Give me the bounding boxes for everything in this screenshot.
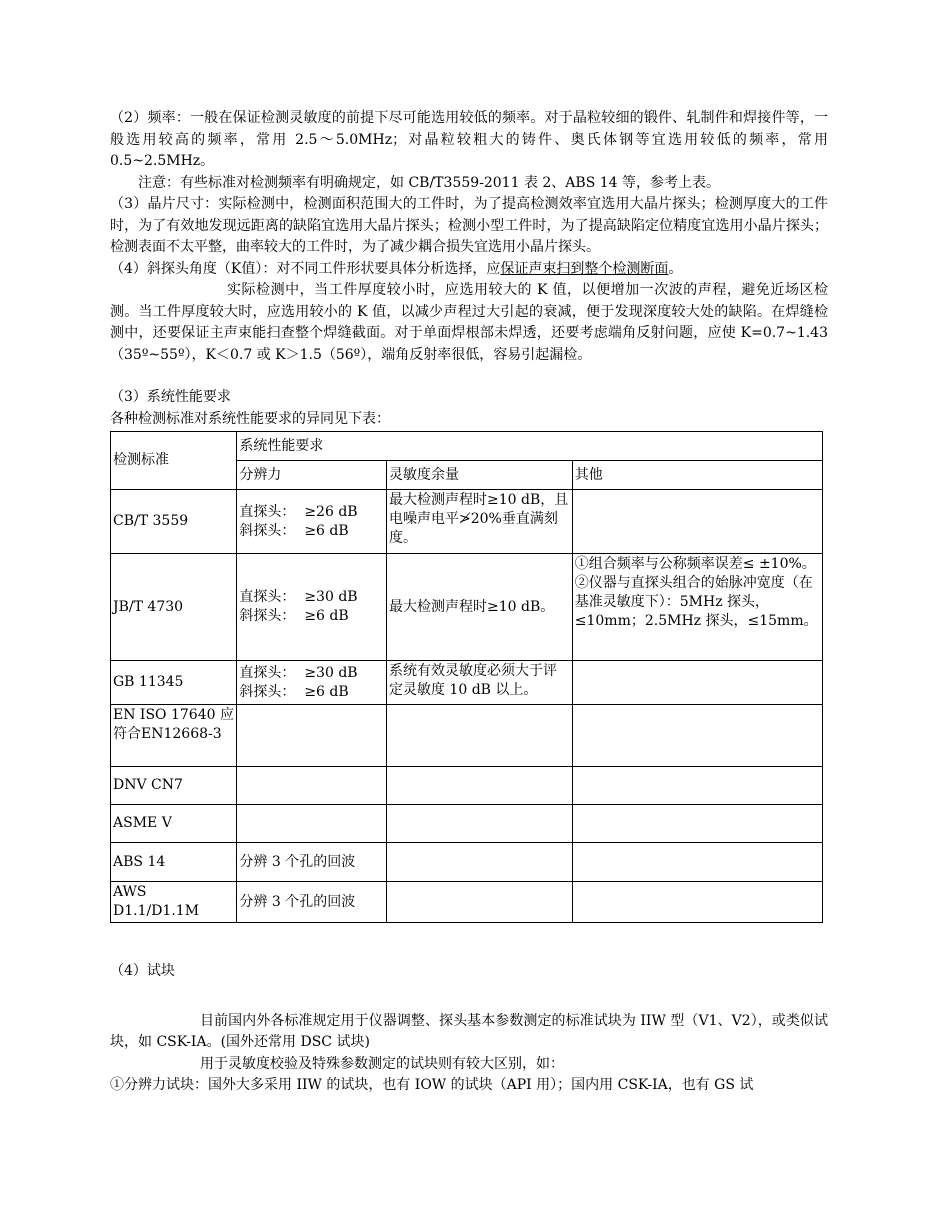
table-row (111, 554, 823, 661)
header-sensitivity: 灵敏度余量 (386, 461, 572, 490)
cell-other: ①组合频率与公称频率误差≤ ±10%。②仪器与直探头组合的始脉冲宽度（在基准灵敏度下）：5MHz 探头，≤10mm；2.5MHz 探头，≤15mm。 (572, 554, 822, 661)
cell-sensitivity (386, 843, 572, 882)
cell-standard: JB/T 4730 (111, 554, 237, 661)
paragraph-angle (110, 259, 828, 281)
paragraph-test-block-2: 用于灵敏度校验及特殊参数测定的试块则有较大区别，如： (200, 1055, 564, 1072)
cell-other (572, 882, 822, 923)
table-row (111, 661, 823, 705)
cell-standard: GB 11345 (111, 661, 237, 705)
section-system-heading: （3）系统性能要求 (110, 389, 231, 405)
header-other: 其他 (572, 461, 822, 490)
paragraph-test-block-1: 目前国内外各标准规定用于仪器调整、探头基本参数测定的标准试块为 IIW 型（V1、V2），或类似试块，如 CSK-IA。(国外还常用 DSC 试块) (110, 1012, 828, 1050)
cell-sensitivity (386, 882, 572, 923)
cell-standard: DNV CN7 (111, 767, 237, 805)
table-row (111, 805, 823, 843)
header-resolution: 分辨力 (237, 461, 387, 490)
cell-standard: ASME V (111, 805, 237, 843)
cell-other (572, 805, 822, 843)
angle-text-c: 。 (668, 260, 683, 277)
cell-standard: AWS D1.1/D1.1M (111, 882, 237, 923)
system-performance-table (110, 431, 823, 923)
cell-resolution (237, 767, 387, 805)
table-row (111, 490, 823, 554)
cell-standard: ABS 14 (111, 843, 237, 882)
cell-other (572, 490, 822, 554)
cell-sensitivity: 系统有效灵敏度必须大于评定灵敏度 10 dB 以上。 (386, 661, 572, 705)
paragraph-frequency: （2）频率：一般在保证检测灵敏度的前提下尽可能选用较低的频率。对于晶粒较细的锻件、轧制件和焊接件等，一般选用较高的频率，常用 2.5～5.0MHz；对晶粒较粗大的铸件、奥氏体钢等宜选用较低的频率，常用 0.5~2.5MHz。 (110, 110, 828, 169)
paragraph-note: 注意：有些标准对检测频率有明确规定，如 CB/T3559-2011 表 2、ABS 14 等，参考上表。 (138, 174, 721, 191)
cell-resolution: 直探头： ≥26 dB 斜探头： ≥6 dB (237, 490, 387, 554)
cell-sensitivity (386, 705, 572, 767)
cell-resolution: 直探头： ≥30 dB 斜探头： ≥6 dB (237, 661, 387, 705)
cell-other (572, 705, 822, 767)
section-test-block-heading: （4）试块 (110, 963, 175, 979)
table-row (111, 843, 823, 882)
table-row (111, 767, 823, 805)
cell-resolution (237, 805, 387, 843)
cell-other (572, 843, 822, 882)
angle-text-underlined: 保证声束扫到整个检测断面 (500, 260, 669, 277)
cell-standard: CB/T 3559 (111, 490, 237, 554)
cell-other (572, 767, 822, 805)
cell-resolution: 直探头： ≥30 dB 斜探头： ≥6 dB (237, 554, 387, 661)
table-row (111, 882, 823, 923)
paragraph-practice: 实际检测中，当工件厚度较小时，应选用较大的 K 值，以便增加一次波的声程，避免近场区检测。当工件厚度较大时，应选用较小的 K 值，以减少声程过大引起的衰减，便于发现深度较大处的缺陷。在焊缝检测中，还要保证主声束能扫查整个焊缝截面。对于单面焊根部未焊透，还要考虑端角反射问题，应使 K=0.7~1.43（35º~55º），K＜0.7 或 K＞1.5（56º），端角反射率很低，容易引起漏检。 (110, 282, 828, 363)
cell-standard: EN ISO 17640 应符合EN12668-3 (111, 705, 237, 767)
cell-sensitivity (386, 805, 572, 843)
document-page (110, 108, 828, 1097)
cell-resolution (237, 705, 387, 767)
header-standard: 检测标准 (111, 432, 237, 490)
paragraph-crystal-size: （3）晶片尺寸：实际检测中，检测面积范围大的工件时，为了提高检测效率宜选用大晶片探头；检测厚度大的工件时，为了有效地发现远距离的缺陷宜选用大晶片探头；检测小型工件时，为了提高缺陷定位精度宜选用小晶片探头；检测表面不太平整，曲率较大的工件时，为了减少耦合损失宜选用小晶片探头。 (110, 196, 828, 255)
cell-resolution: 分辨 3 个孔的回波 (237, 882, 387, 923)
paragraph-test-block-3: ①分辨力试块：国外大多采用 IIW 的试块，也有 IOW 的试块（API 用）；国内用 CSK-IA，也有 GS 试 (110, 1077, 754, 1093)
cell-resolution: 分辨 3 个孔的回波 (237, 843, 387, 882)
cell-sensitivity (386, 767, 572, 805)
section-system-intro: 各种检测标准对系统性能要求的异同见下表： (110, 410, 390, 427)
angle-text-a: （4）斜探头角度（K值）：对不同工件形状要具体分析选择，应 (110, 260, 501, 277)
header-group: 系统性能要求 (237, 432, 823, 461)
cell-other (572, 661, 822, 705)
cell-sensitivity: 最大检测声程时≥10 dB，且电噪声电平≯20%垂直满刻度。 (386, 490, 572, 554)
cell-sensitivity: 最大检测声程时≥10 dB。 (386, 554, 572, 661)
table-row (111, 705, 823, 767)
